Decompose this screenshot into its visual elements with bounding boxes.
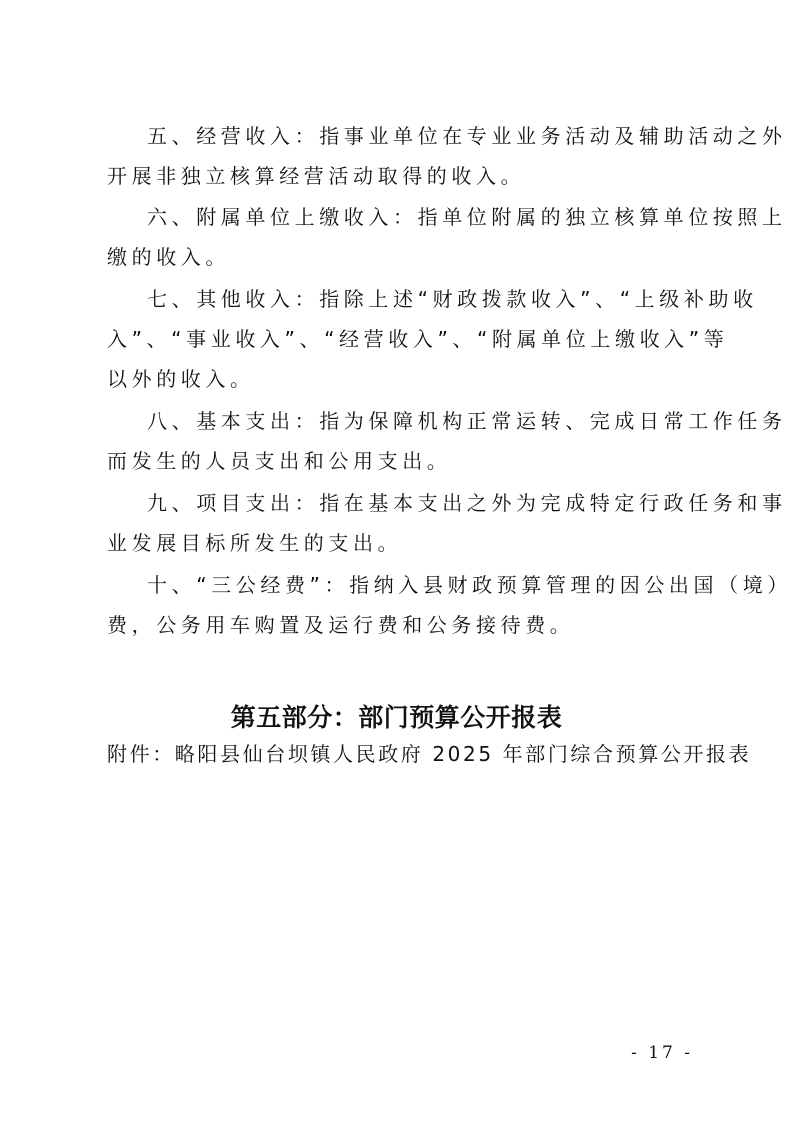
paragraph-1-line-1: 五、经营收入：指事业单位在专业业务活动及辅助活动之外 (147, 124, 787, 148)
paragraph-2-line-2: 缴的收入。 (107, 245, 230, 269)
section-title: 第五部分：部门预算公开报表 (230, 703, 563, 732)
paragraph-1-line-2: 开展非独立核算经营活动取得的收入。 (107, 164, 526, 188)
attachment-line: 附件：略阳县仙台坝镇人民政府 2025 年部门综合预算公开报表 (107, 742, 752, 766)
paragraph-4-line-2: 而发生的人员支出和公用支出。 (107, 449, 452, 473)
paragraph-6-line-1: 十、“三公经费”：指纳入县财政预算管理的因公出国（境） (147, 573, 792, 597)
paragraph-4-line-1: 八、基本支出：指为保障机构正常运转、完成日常工作任务 (147, 409, 787, 433)
paragraph-5-line-2: 业发展目标所发生的支出。 (107, 531, 403, 555)
paragraph-3-line-3: 以外的收入。 (107, 367, 255, 391)
paragraph-5-line-1: 九、项目支出：指在基本支出之外为完成特定行政任务和事 (147, 491, 787, 515)
paragraph-3-line-1: 七、其他收入：指除上述“财政拨款收入”、“上级补助收 (147, 287, 758, 311)
paragraph-6-line-2: 费，公务用车购置及运行费和公务接待费。 (107, 613, 575, 637)
paragraph-3-line-2: 入”、“事业收入”、“经营收入”、“附属单位上缴收入”等 (107, 327, 729, 351)
paragraph-2-line-1: 六、附属单位上缴收入：指单位附属的独立核算单位按照上 (147, 205, 787, 229)
page-number: - 17 - (631, 1043, 693, 1063)
